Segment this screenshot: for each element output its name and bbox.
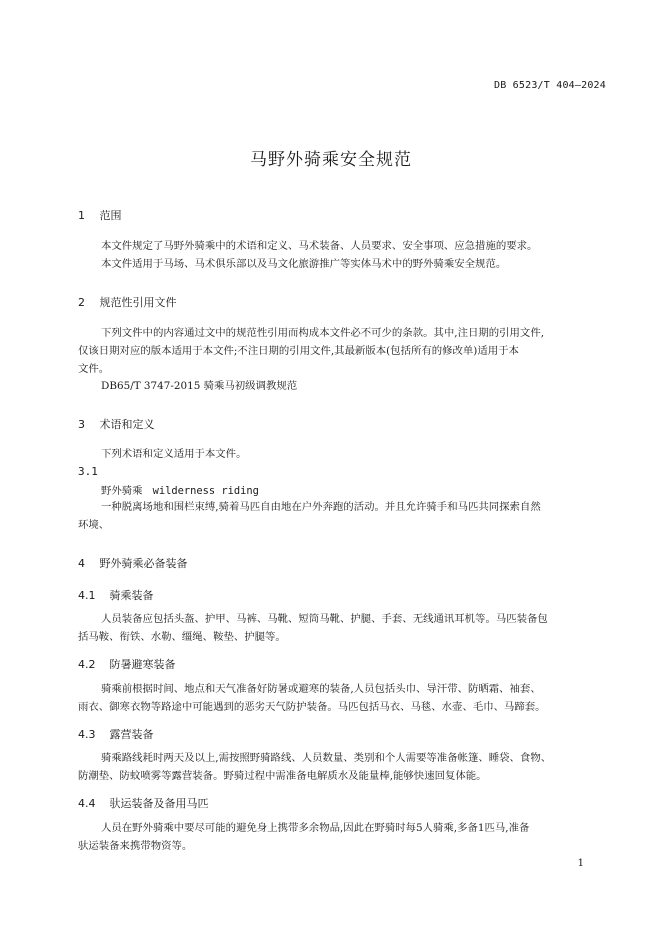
section-number: 4 (78, 557, 85, 570)
section-title: 范围 (99, 209, 122, 222)
subsection-title: 骑乘装备 (109, 589, 154, 602)
paragraph-line: 骑乘路线耗时两天及以上,需按照野骑路线、人员数量、类别和个人需要等准备帐篷、睡袋、食物、 (101, 752, 552, 764)
paragraph-line: 骑乘前根据时间、地点和天气准备好防暑或避寒的装备,人员包括头巾、导汗带、防晒霜、袖套、 (101, 683, 541, 695)
subsection-number: 4.3 (78, 728, 96, 741)
document-title: 马野外骑乘安全规范 (250, 150, 412, 170)
paragraph: 本文件适用于马场、马术俱乐部以及马文化旅游推广等实体马术中的野外骑乘安全规范。 (101, 258, 507, 270)
subsection-title: 驮运装备及备用马匹 (109, 797, 209, 810)
subsection-number: 4.1 (78, 589, 96, 602)
section-4-heading (78, 555, 188, 571)
subsection-4-2-heading (78, 656, 176, 672)
section-title: 野外骑乘必备装备 (99, 557, 188, 570)
section-title: 规范性引用文件 (99, 296, 177, 309)
subsection-title: 防暑避寒装备 (109, 658, 176, 671)
section-number: 3 (78, 418, 85, 431)
term-english: wilderness riding (152, 485, 259, 497)
subsection-title: 露营装备 (109, 728, 154, 741)
term-number: 3.1 (78, 465, 98, 478)
subsection-4-1-heading (78, 587, 154, 603)
subsection-number: 4.2 (78, 658, 96, 671)
paragraph-line: 下列文件中的内容通过文中的规范性引用而构成本文件必不可少的条款。其中,注日期的引用文件, (101, 327, 545, 339)
subsection-4-3-heading (78, 726, 154, 742)
paragraph-line: 防潮垫、防蚊喷雾等露营装备。野骑过程中需准备电解质水及能量棒,能够快速回复体能。 (78, 770, 487, 782)
section-3-heading (78, 416, 155, 432)
page-number: 1 (577, 858, 584, 869)
document-number: DB 6523/T 404—2024 (494, 80, 606, 91)
paragraph-line: 文件。 (78, 363, 110, 375)
paragraph: 下列术语和定义适用于本文件。 (101, 448, 247, 460)
term-entry (101, 482, 259, 497)
section-number: 2 (78, 296, 85, 309)
paragraph-line: 括马鞍、衔铁、水勒、缰绳、鞍垫、护腿等。 (78, 631, 286, 643)
section-number: 1 (78, 209, 85, 222)
paragraph-line: 人员在野外骑乘中要尽可能的避免身上携带多余物品,因此在野骑时每5人骑乘,多备1匹马,准备 (101, 822, 530, 834)
subsection-number: 4.4 (78, 797, 96, 810)
paragraph: 本文件规定了马野外骑乘中的术语和定义、马术装备、人员要求、安全事项、应急措施的要求。 (101, 240, 538, 252)
paragraph-line: 仅该日期对应的版本适用于本文件;不注日期的引用文件,其最新版本(包括所有的修改单)适用于本 (78, 345, 519, 357)
section-2-heading (78, 294, 177, 310)
paragraph-line: 雨衣、御寒衣物等路途中可能遇到的恶劣天气防护装备。马匹包括马衣、马毯、水壶、毛巾、马蹄套。 (78, 701, 546, 713)
section-1-heading (78, 207, 122, 223)
paragraph-line: 人员装备应包括头盔、护甲、马裤、马靴、短筒马靴、护腿、手套、无线通讯耳机等。马匹装备包 (101, 613, 548, 625)
definition-line: 环境、 (78, 519, 110, 531)
definition-line: 一种脱离场地和围栏束缚,骑着马匹自由地在户外奔跑的活动。并且允许骑手和马匹共同探索自然 (101, 501, 541, 513)
normative-reference: DB65/T 3747-2015 骑乘马初级调教规范 (101, 380, 298, 392)
section-title: 术语和定义 (99, 418, 155, 431)
subsection-4-4-heading (78, 795, 209, 811)
term-chinese: 野外骑乘 (101, 485, 143, 497)
paragraph-line: 驮运装备来携带物资等。 (78, 840, 193, 852)
